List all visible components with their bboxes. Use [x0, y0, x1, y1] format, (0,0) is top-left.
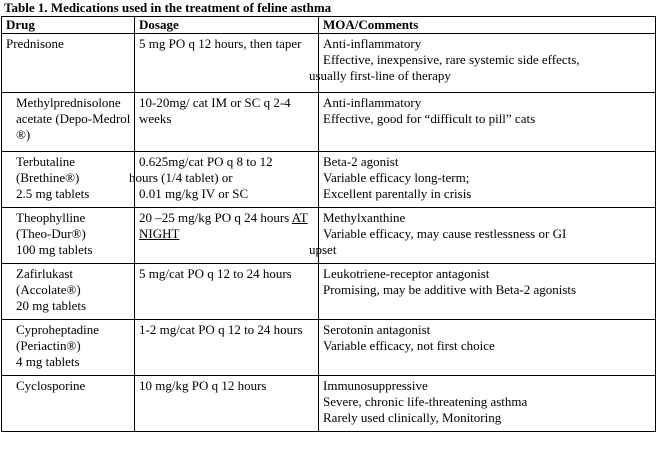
dosage-text: 20 –25 mg/kg PO q 24 hours: [139, 210, 292, 225]
moa-line: Promising, may be additive with Beta-2 agonists: [323, 282, 577, 297]
moa-cell: [319, 376, 656, 432]
moa-line: Severe, chronic life-threatening asthma: [323, 394, 528, 409]
drug-form: 2.5 mg tablets: [16, 186, 90, 201]
moa-line: Beta-2 agonist: [323, 154, 399, 169]
moa-line: Anti-inflammatory: [323, 36, 422, 51]
moa-line: Excellent parentally in crisis: [323, 186, 472, 201]
moa-line: usually first-line of therapy: [309, 68, 451, 83]
dosage-cell: 10-20mg/ cat IM or SC q 2-4 weeks: [135, 93, 319, 152]
dosage-cell: [129, 152, 319, 208]
moa-line: upset: [309, 242, 337, 257]
moa-line: Rarely used clinically, Monitoring: [323, 410, 502, 425]
dosage-cell: 5 mg PO q 12 hours, then taper: [135, 34, 319, 93]
moa-cell: [309, 34, 656, 93]
drug-brand: (Periactin®): [16, 338, 81, 353]
table-row: [2, 152, 656, 208]
table-row: [2, 208, 656, 264]
medications-table: [1, 16, 656, 432]
drug-name: Cyproheptadine: [16, 322, 100, 337]
moa-line: Leukotriene-receptor antagonist: [323, 266, 490, 281]
drug-name: Cyclosporine: [16, 378, 86, 393]
drug-cell: [2, 152, 135, 208]
drug-name: Methylprednisolone acetate (Depo-Medrol ®): [16, 95, 131, 142]
header-dosage: Dosage: [135, 17, 319, 34]
drug-brand: (Brethine®): [16, 170, 80, 185]
drug-cell: [2, 320, 135, 376]
moa-cell: [309, 208, 656, 264]
dosage-emphasis: AT NIGHT: [139, 210, 308, 241]
moa-line: Variable efficacy long-term;: [323, 170, 470, 185]
moa-line: Serotonin antagonist: [323, 322, 431, 337]
moa-line: Anti-inflammatory: [323, 95, 422, 110]
table-caption: Table 1. Medications used in the treatment of feline asthma: [4, 0, 332, 15]
header-moa: MOA/Comments: [319, 17, 656, 34]
dosage-cell: [135, 208, 319, 264]
drug-cell: [2, 34, 135, 93]
drug-brand: (Theo-Dur®): [16, 226, 86, 241]
drug-cell: [2, 264, 135, 320]
table-row: [2, 264, 656, 320]
table-row: [2, 320, 656, 376]
header-row: [2, 17, 656, 34]
moa-cell: [319, 320, 656, 376]
drug-cell: [2, 208, 135, 264]
table-row: [2, 34, 656, 93]
drug-name: Terbutaline: [16, 154, 76, 169]
dosage-cell: 1-2 mg/cat PO q 12 to 24 hours: [135, 320, 319, 376]
drug-brand: (Accolate®): [16, 282, 81, 297]
table-row: [2, 376, 656, 432]
moa-line: Effective, good for “difficult to pill” cats: [323, 111, 536, 126]
drug-name: Prednisone: [6, 36, 64, 51]
drug-form: 20 mg tablets: [16, 298, 87, 313]
drug-name: Theophylline: [16, 210, 86, 225]
drug-cell: [2, 93, 135, 152]
moa-cell: [319, 152, 656, 208]
moa-cell: [319, 93, 656, 152]
drug-form: 100 mg tablets: [16, 242, 93, 257]
drug-cell: [2, 376, 135, 432]
table-row: [2, 93, 656, 152]
moa-line: Variable efficacy, may cause restlessness or GI: [323, 226, 567, 241]
moa-line: Methylxanthine: [323, 210, 406, 225]
moa-line: Immunosuppressive: [323, 378, 428, 393]
dosage-line: 0.625mg/cat PO q 8 to 12: [139, 154, 273, 169]
dosage-cell: 10 mg/kg PO q 12 hours: [135, 376, 319, 432]
header-drug: Drug: [2, 17, 135, 34]
moa-line: Variable efficacy, not first choice: [323, 338, 495, 353]
moa-line: Effective, inexpensive, rare systemic side effects,: [323, 52, 580, 67]
dosage-line: 0.01 mg/kg IV or SC: [139, 186, 249, 201]
dosage-cell: 5 mg/cat PO q 12 to 24 hours: [135, 264, 319, 320]
moa-cell: [319, 264, 656, 320]
dosage-line: hours (1/4 tablet) or: [129, 170, 233, 185]
drug-name: Zafirlukast: [16, 266, 74, 281]
drug-form: 4 mg tablets: [16, 354, 80, 369]
